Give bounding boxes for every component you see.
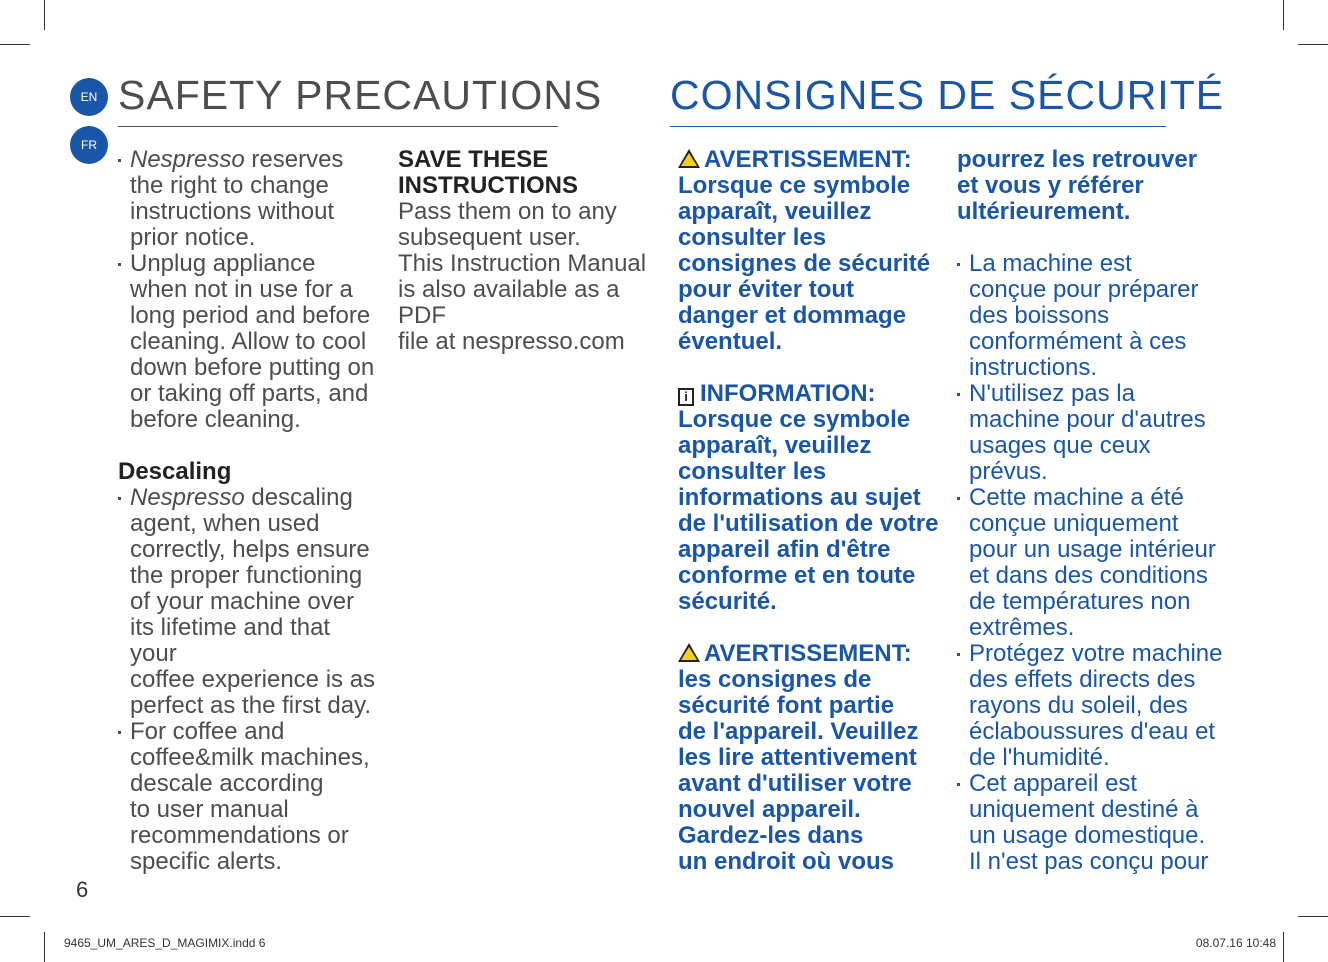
language-badge-fr: FR [70, 126, 108, 164]
list-item: Cette machine a été conçue uniquement pour un usage intérieur et dans des conditions de températures non extrêmes. [957, 485, 1227, 641]
title-fr-rule [670, 126, 1166, 127]
info-block: i INFORMATION: Lorsque ce symbole apparaît, veuillez consulter les informations au sujet de l'utilisation de votre appareil afin d'être conforme et en toute sécurité. [678, 380, 939, 615]
list-item: Unplug appliance when not in use for a long period and before cleaning. Allow to cool down before putting on or taking off parts, and before cleaning. [118, 251, 388, 433]
warning-icon [678, 149, 700, 168]
warning-icon [678, 643, 700, 662]
list-item: Cet appareil est uniquement destiné à un usage domestique. Il n'est pas conçu pour [957, 771, 1227, 875]
title-en-rule [118, 126, 558, 127]
crop-mark [1298, 44, 1328, 45]
list-item: La machine est conçue pour préparer des boissons conformément à ces instructions. [957, 251, 1227, 381]
footer-file-info: 9465_UM_ARES_D_MAGIMIX.indd 6 [64, 936, 266, 950]
column-en-2 [398, 147, 668, 355]
brand-name: Nespresso [130, 146, 245, 173]
page-number: 6 [76, 877, 89, 902]
list-item: For coffee and coffee&milk machines, descale according to user manual recommendations or specific alerts. [118, 719, 388, 875]
info-icon: i [678, 388, 694, 406]
footer-timestamp: 08.07.16 10:48 [1195, 936, 1276, 950]
crop-mark [44, 932, 45, 962]
save-instructions-body: Pass them on to any subsequent user. This Instruction Manual is also available as a PDF file at nespresso.com [398, 198, 647, 355]
warning-block-2: AVERTISSEMENT: les consignes de sécurité font partie de l'appareil. Veuillez les lire attentivement avant d'utiliser votre nouvel appareil. Gardez-les dans un endroit où vous [678, 640, 919, 875]
list-item: Protégez votre machine des effets directs des rayons du soleil, des éclaboussures d'eau et de l'humidité. [957, 641, 1227, 771]
list-item: Nespresso descaling agent, when used correctly, helps ensure the proper functioning of your machine over its lifetime and that your coffee experience is as perfect as the first day. [118, 485, 388, 719]
crop-mark [1283, 932, 1284, 962]
crop-mark [0, 44, 30, 45]
column-fr-1 [678, 147, 953, 875]
crop-mark [44, 0, 45, 30]
warning-continuation: pourrez les retrouver et vous y référer ultérieurement. [957, 146, 1198, 225]
list-item: N'utilisez pas la machine pour d'autres usages que ceux prévus. [957, 381, 1227, 485]
crop-mark [1283, 0, 1284, 30]
warning-block-1: AVERTISSEMENT: Lorsque ce symbole apparaît, veuillez consulter les consignes de sécurité pour éviter tout danger et dommage éventuel. [678, 146, 931, 355]
title-fr: CONSIGNES DE SÉCURITÉ [670, 72, 1225, 118]
crop-mark [1298, 916, 1328, 917]
brand-name: Nespresso [130, 484, 245, 511]
title-en: SAFETY PRECAUTIONS [118, 72, 603, 118]
language-badge-en: EN [70, 78, 108, 116]
save-instructions-heading: SAVE THESE INSTRUCTIONS [398, 146, 578, 199]
list-item: Nespresso reserves the right to change instructions without prior notice. [118, 147, 388, 251]
column-en-1 [118, 147, 388, 875]
column-fr-2 [957, 147, 1227, 875]
crop-mark [0, 916, 30, 917]
section-heading-descaling: Descaling [118, 458, 232, 485]
